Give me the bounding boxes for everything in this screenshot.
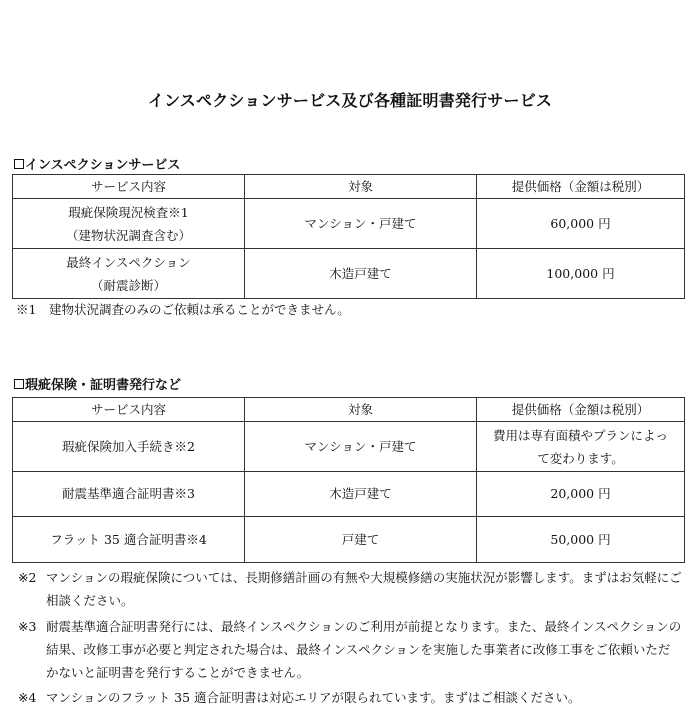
section-heading-inspection xyxy=(14,154,180,173)
service-cell: 瑕疵保険加入手続き※2 xyxy=(13,422,245,472)
header-service: サービス内容 xyxy=(13,398,245,422)
table-row xyxy=(13,422,685,472)
insurance-table xyxy=(12,397,685,563)
header-target: 対象 xyxy=(245,175,477,199)
target-cell: 木造戸建て xyxy=(245,249,477,299)
header-price: 提供価格（金額は税別） xyxy=(477,175,685,199)
service-line: 瑕疵保険現況検査※1 xyxy=(68,204,189,220)
page-title: インスペクションサービス及び各種証明書発行サービス xyxy=(147,91,553,110)
service-line: （建物状況調査含む） xyxy=(65,227,191,243)
header-price: 提供価格（金額は税別） xyxy=(477,398,685,422)
footnote-text: マンションの瑕疵保険については、長期修繕計画の有無や大規模修繕の実施状況が影響します。まずはお気軽にご相談ください。 xyxy=(46,570,682,608)
service-line: 最終インスペクション xyxy=(66,254,191,270)
section-heading-label: 瑕疵保険・証明書発行など xyxy=(25,378,182,393)
checkbox-icon xyxy=(14,379,24,389)
footnote-text: 耐震基準適合証明書発行には、最終インスペクションのご利用が前提となります。また、最終インスペクションの結果、改修工事が必要と判定された場合は、最終インスペクションを実施した事業者に改修工事をご依頼いただかないと証明書を発行することができません。 xyxy=(46,619,682,680)
price-cell: 100,000 円 xyxy=(477,249,685,299)
price-cell: 20,000 円 xyxy=(477,472,685,517)
price-line: 費用は専有面積やプランによっ xyxy=(492,427,668,443)
table-header-row xyxy=(13,398,685,422)
service-cell: 耐震基準適合証明書※3 xyxy=(13,472,245,517)
service-cell xyxy=(13,249,245,299)
table-row xyxy=(13,517,685,563)
footnote-4 xyxy=(18,686,682,709)
table-row xyxy=(13,199,685,249)
target-cell: マンション・戸建て xyxy=(245,422,477,472)
service-line: （耐震診断） xyxy=(90,277,166,293)
section-heading-insurance xyxy=(14,374,181,393)
footnote-mark: ※2 xyxy=(18,570,37,585)
section-heading-label: インスペクションサービス xyxy=(25,158,181,173)
footnote-mark: ※3 xyxy=(18,619,37,634)
footnote-text: マンションのフラット 35 適合証明書は対応エリアが限られています。まずはご相談ください。 xyxy=(46,690,581,705)
service-cell xyxy=(13,199,245,249)
table-row xyxy=(13,472,685,517)
price-cell: 60,000 円 xyxy=(477,199,685,249)
price-cell: 50,000 円 xyxy=(477,517,685,563)
service-cell: フラット 35 適合証明書※4 xyxy=(13,517,245,563)
footnote-1: ※1 建物状況調査のみのご依頼は承ることができません。 xyxy=(16,302,350,317)
checkbox-icon xyxy=(14,159,24,169)
footnote-2 xyxy=(18,566,682,612)
target-cell: 木造戸建て xyxy=(245,472,477,517)
target-cell: 戸建て xyxy=(245,517,477,563)
header-service: サービス内容 xyxy=(13,175,245,199)
header-target: 対象 xyxy=(245,398,477,422)
footnote-3 xyxy=(18,615,682,684)
table-header-row xyxy=(13,175,685,199)
footnote-mark: ※4 xyxy=(18,690,37,705)
price-cell xyxy=(477,422,685,472)
inspection-table xyxy=(12,174,685,299)
table-row xyxy=(13,249,685,299)
price-line: て変わります。 xyxy=(537,450,624,466)
target-cell: マンション・戸建て xyxy=(245,199,477,249)
